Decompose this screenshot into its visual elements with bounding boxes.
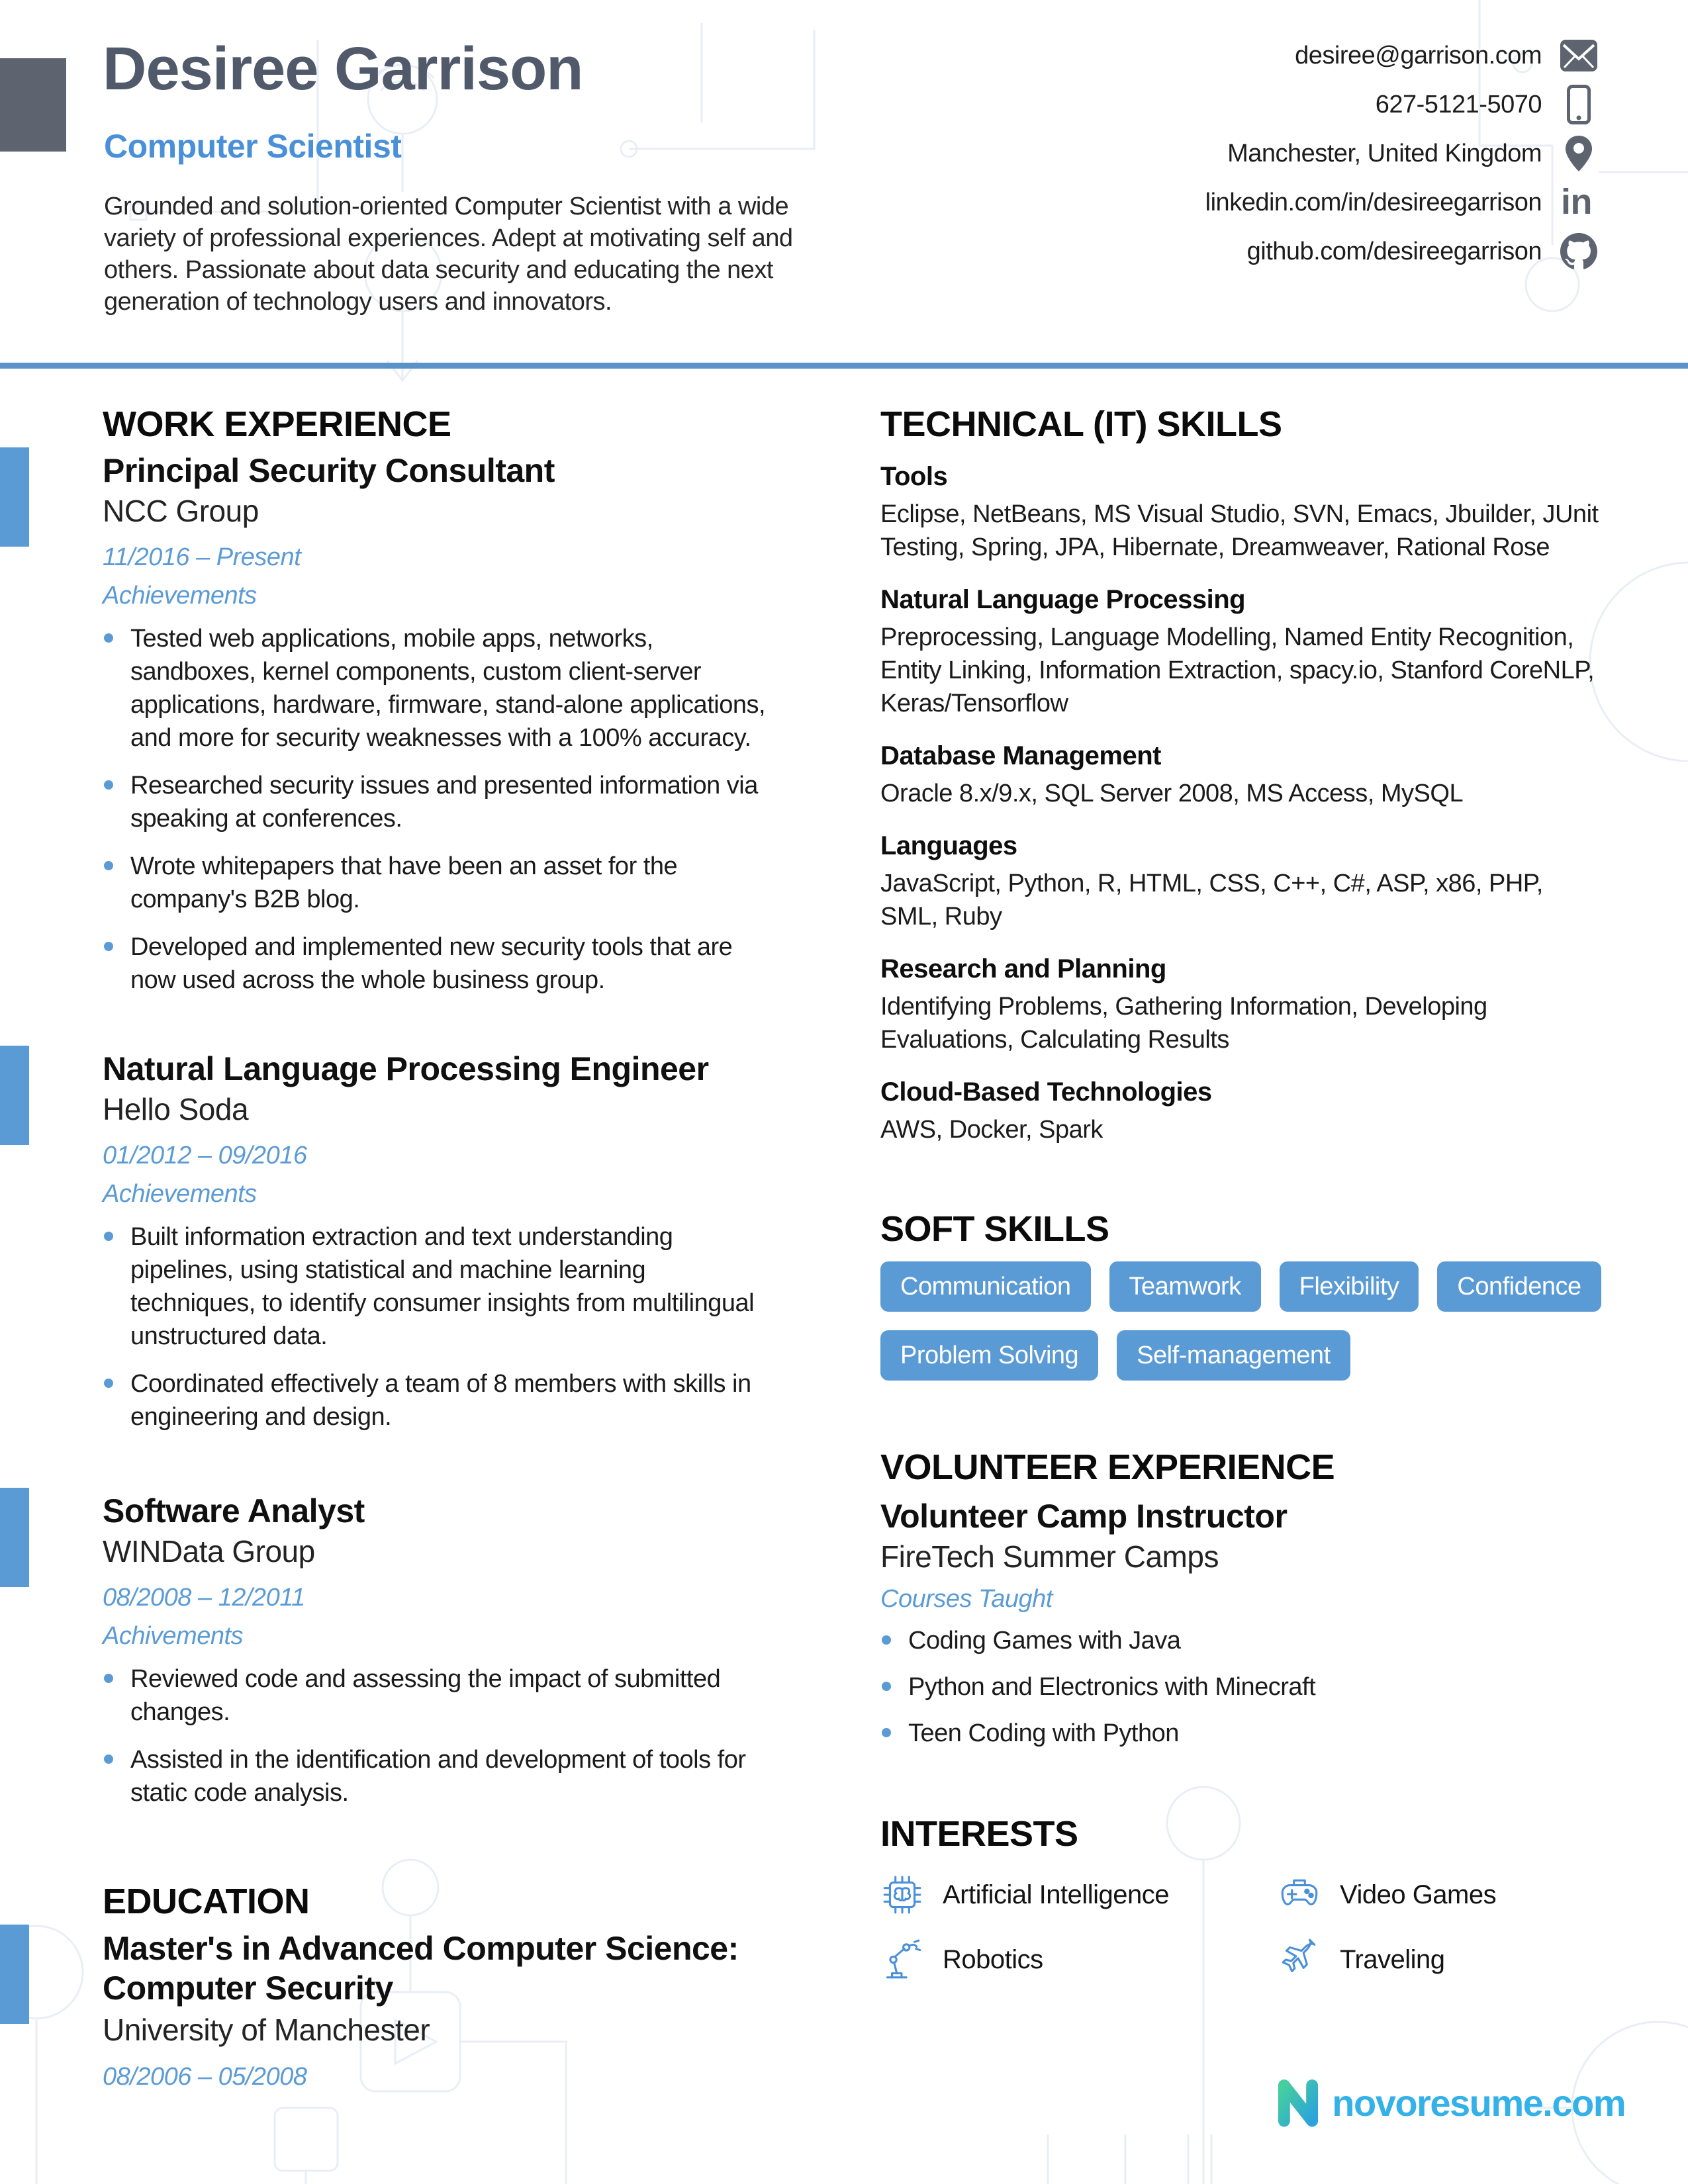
work-experience-heading: WORK EXPERIENCE bbox=[103, 404, 451, 444]
skill-group-items: JavaScript, Python, R, HTML, CSS, C++, C#, ASP, x86, PHP, SML, Ruby bbox=[880, 870, 1543, 931]
job-accent-marker bbox=[0, 1488, 29, 1587]
contact-row-phone bbox=[1205, 90, 1599, 119]
skill-group bbox=[880, 740, 1599, 810]
skill-group-items: Oracle 8.x/9.x, SQL Server 2008, MS Access, MySQL bbox=[880, 780, 1464, 807]
github-icon[interactable] bbox=[1559, 233, 1599, 270]
skill-group bbox=[880, 584, 1599, 720]
ai-chip-icon bbox=[880, 1873, 924, 1917]
contact-row-github bbox=[1205, 237, 1599, 266]
skill-group-name: Database Management bbox=[880, 741, 1161, 770]
volunteer-bullets bbox=[880, 1624, 1599, 1750]
education-school: University of Manchester bbox=[103, 2013, 430, 2047]
contact-info bbox=[1205, 41, 1599, 286]
job-entry bbox=[103, 451, 771, 997]
job-company: Hello Soda bbox=[103, 1092, 249, 1126]
skill-group-name: Research and Planning bbox=[880, 954, 1166, 983]
skill-group-items: AWS, Docker, Spark bbox=[880, 1116, 1103, 1144]
linkedin-icon[interactable] bbox=[1559, 185, 1599, 220]
bullet-item: Researched security issues and presented information via speaking at conferences. bbox=[103, 769, 771, 835]
phone-icon bbox=[1559, 84, 1599, 125]
bullet-item: Reviewed code and assessing the impact of submitted changes. bbox=[103, 1662, 771, 1729]
interest-item bbox=[1278, 1873, 1599, 1917]
volunteer-organization: FireTech Summer Camps bbox=[880, 1539, 1219, 1574]
skill-group bbox=[880, 953, 1599, 1056]
bullet-item: Assisted in the identification and development of tools for static code analysis. bbox=[103, 1743, 771, 1809]
technical-skills-heading: TECHNICAL (IT) SKILLS bbox=[880, 404, 1282, 444]
education-section bbox=[103, 1881, 771, 2091]
interest-label: Video Games bbox=[1340, 1880, 1497, 1909]
soft-skills-heading: SOFT SKILLS bbox=[880, 1209, 1109, 1249]
job-bullets bbox=[103, 1662, 771, 1809]
email-value[interactable]: desiree@garrison.com bbox=[1295, 41, 1542, 69]
skill-group-items: Preprocessing, Language Modelling, Named Entity Recognition, Entity Linking, Information Extraction, spacy.io, Stanford CoreNLP, Keras/Tensorflow bbox=[880, 623, 1595, 717]
skill-group bbox=[880, 1076, 1599, 1146]
soft-skill-pill: Problem Solving bbox=[880, 1330, 1098, 1381]
education-entry bbox=[103, 1929, 771, 2091]
soft-skill-pill: Self-management bbox=[1117, 1330, 1350, 1381]
bullet-item: Coordinated effectively a team of 8 members with skills in engineering and design. bbox=[103, 1367, 771, 1433]
bullet-item: Wrote whitepapers that have been an asset for the company's B2B blog. bbox=[103, 850, 771, 916]
svg-text:in: in bbox=[1561, 185, 1592, 220]
skill-group bbox=[880, 830, 1599, 933]
linkedin-value[interactable]: linkedin.com/in/desireegarrison bbox=[1205, 188, 1542, 216]
skill-group-name: Languages bbox=[880, 831, 1017, 860]
skill-group-name: Tools bbox=[880, 462, 948, 491]
plane-icon bbox=[1278, 1938, 1321, 1981]
job-bullets bbox=[103, 1220, 771, 1433]
volunteer-heading: VOLUNTEER EXPERIENCE bbox=[880, 1447, 1335, 1487]
gamepad-icon bbox=[1278, 1873, 1321, 1917]
person-job-title: Computer Scientist bbox=[104, 128, 402, 165]
interest-label: Traveling bbox=[1340, 1944, 1445, 1974]
interest-label: Artificial Intelligence bbox=[943, 1880, 1169, 1909]
job-company: WINData Group bbox=[103, 1534, 315, 1569]
achievements-label: Achievements bbox=[103, 582, 257, 610]
contact-row-email bbox=[1205, 41, 1599, 70]
skill-group-items: Eclipse, NetBeans, MS Visual Studio, SVN, Emacs, Jbuilder, JUnit Testing, Spring, JPA, Hibernate, Dreamweaver, Rational Rose bbox=[880, 500, 1599, 561]
interests-heading: INTERESTS bbox=[880, 1814, 1078, 1854]
person-name: Desiree Garrison bbox=[103, 35, 583, 103]
soft-skill-pills bbox=[880, 1261, 1615, 1381]
robot-arm-icon bbox=[880, 1938, 924, 1981]
courses-taught-label: Courses Taught bbox=[880, 1585, 1053, 1613]
header-divider-line bbox=[0, 363, 1688, 369]
location-value: Manchester, United Kingdom bbox=[1227, 139, 1542, 167]
contact-row-linkedin bbox=[1205, 185, 1599, 220]
job-dates: 01/2012 – 09/2016 bbox=[103, 1142, 307, 1169]
job-bullets bbox=[103, 622, 771, 997]
header-accent-rectangle bbox=[0, 58, 66, 152]
achievements-label: Achivements bbox=[103, 1622, 244, 1650]
envelope-icon bbox=[1559, 39, 1599, 72]
skill-group-name: Cloud-Based Technologies bbox=[880, 1077, 1212, 1107]
education-accent-marker bbox=[0, 1925, 29, 2024]
education-dates: 08/2006 – 05/2008 bbox=[103, 2063, 307, 2091]
interest-item bbox=[1278, 1938, 1599, 1981]
job-company: NCC Group bbox=[103, 494, 259, 528]
bullet-item: Teen Coding with Python bbox=[880, 1717, 1599, 1750]
skill-group-name: Natural Language Processing bbox=[880, 585, 1246, 614]
novoresume-logo[interactable] bbox=[1272, 2077, 1625, 2128]
interest-item bbox=[880, 1938, 1278, 1981]
interests-grid bbox=[880, 1873, 1599, 1981]
right-column bbox=[880, 404, 1599, 1981]
soft-skill-pill: Communication bbox=[880, 1261, 1091, 1312]
interest-item bbox=[880, 1873, 1278, 1917]
education-heading: EDUCATION bbox=[103, 1882, 310, 1921]
bullet-item: Tested web applications, mobile apps, networks, sandboxes, kernel components, custom client-server applications, hardware, firmware, stand-alone applications, and more for security weaknesses with a 100% accuracy. bbox=[103, 622, 771, 754]
achievements-label: Achievements bbox=[103, 1180, 257, 1208]
volunteer-role: Volunteer Camp Instructor bbox=[880, 1498, 1288, 1535]
novoresume-wordmark[interactable]: novoresume.com bbox=[1332, 2081, 1625, 2124]
bullet-item: Coding Games with Java bbox=[880, 1624, 1599, 1657]
job-entry bbox=[103, 1492, 771, 1809]
job-accent-marker bbox=[0, 1046, 29, 1145]
education-degree: Master's in Advanced Computer Science: Computer Security bbox=[103, 1930, 739, 2007]
bullet-item: Developed and implemented new security tools that are now used across the whole business group. bbox=[103, 931, 771, 997]
job-title: Principal Security Consultant bbox=[103, 452, 555, 489]
skill-group-items: Identifying Problems, Gathering Information, Developing Evaluations, Calculating Results bbox=[880, 993, 1487, 1054]
job-accent-marker bbox=[0, 447, 29, 547]
interest-label: Robotics bbox=[943, 1944, 1043, 1974]
job-dates: 11/2016 – Present bbox=[103, 543, 301, 571]
novoresume-n-mark bbox=[1272, 2077, 1324, 2128]
phone-value: 627-5121-5070 bbox=[1375, 90, 1542, 118]
job-title: Natural Language Processing Engineer bbox=[103, 1050, 709, 1087]
left-column bbox=[103, 404, 771, 2091]
bullet-item: Python and Electronics with Minecraft bbox=[880, 1670, 1599, 1704]
soft-skill-pill: Teamwork bbox=[1109, 1261, 1261, 1312]
skill-group bbox=[880, 461, 1599, 564]
job-title: Software Analyst bbox=[103, 1492, 365, 1529]
soft-skill-pill: Confidence bbox=[1437, 1261, 1601, 1312]
bullet-item: Built information extraction and text understanding pipelines, using statistical and machine learning techniques, to identify consumer insights from multilingual unstructured data. bbox=[103, 1220, 771, 1353]
profile-summary: Grounded and solution-oriented Computer Scientist with a wide variety of professional experiences. Adept at motivating self and others. Passionate about data security and educating the next generation of technology users and innovators. bbox=[104, 193, 793, 316]
contact-row-location bbox=[1205, 139, 1599, 168]
job-entry bbox=[103, 1050, 771, 1433]
soft-skill-pill: Flexibility bbox=[1280, 1261, 1419, 1312]
location-icon bbox=[1559, 134, 1599, 173]
job-dates: 08/2008 – 12/2011 bbox=[103, 1584, 305, 1612]
github-value[interactable]: github.com/desireegarrison bbox=[1246, 237, 1542, 265]
